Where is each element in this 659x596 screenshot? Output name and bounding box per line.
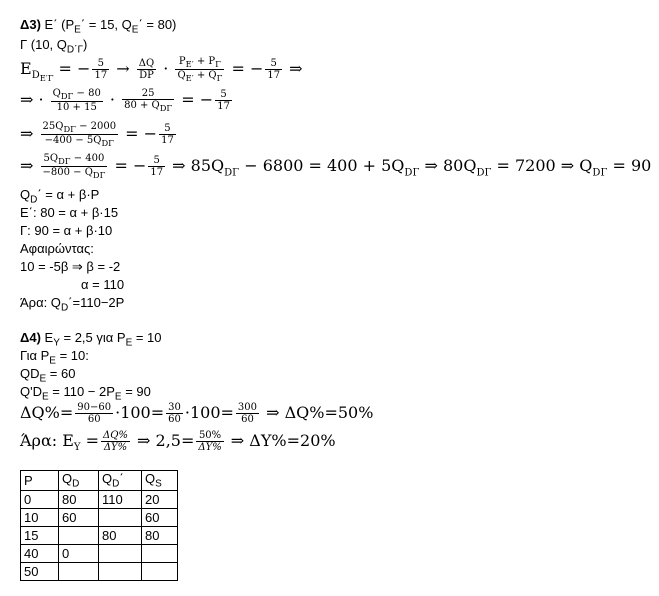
table-cell: 0 [21,490,59,508]
point-e-equation: Ε΄: 80 = α + β·15 [20,205,119,220]
d4-label: Δ4) [20,330,41,345]
table-row [21,490,178,508]
beta-result: 10 = -5β ⇒ β = -2 [20,259,121,274]
table-cell: 110 [99,490,142,508]
income-change: Άρα: $E_Y$ = $\frac{\Delta Q\%}{\Delta Y\%}$ ⇒ 2,5= $\frac{50\%}{\Delta Y\%}$ ⇒ ΔY%=20% [20,430,336,454]
table-cell [142,562,178,580]
table-cell: 80 [59,490,99,508]
point-gamma: Γ (10, $Q_{D΄\Gamma}$) [20,37,88,56]
data-table [20,470,178,581]
table-cell [99,562,142,580]
table-cell: 80 [99,526,142,544]
table-cell: 80 [142,526,178,544]
header-qd-prime: $Q_D΄$ [99,471,142,491]
header-qs: $Q_S$ [142,471,178,491]
d4-header-text: $E_Y = 2,5$ για $P_E = 10$ [44,330,162,349]
table-cell: 60 [59,508,99,526]
point-g-equation: Γ: 90 = α + β·10 [20,223,113,238]
d4-header [20,330,162,349]
table-cell: 20 [142,490,178,508]
d3-header-text: Ε΄ ($P_E΄ = 15$, $Q_E΄ = 80$) [44,17,177,36]
table-row [21,508,178,526]
qd-prime-value: $Q'D_E = 110 - 2P_E = 90$ [20,384,151,403]
for-price: Για $P_E = 10$: [20,348,89,367]
table-cell: 15 [21,526,59,544]
table-row [21,526,178,544]
table-cell [59,526,99,544]
subtracting-label: Αφαιρώντας: [20,241,94,256]
substitution-equation: ⇒ · $\frac{Q_{D\Gamma} - 80}{10 + 15}$ · $\frac{25}{80 + Q_{D\Gamma}}$ = − $\frac{5}{17}$ [20,88,230,114]
table-cell [59,562,99,580]
simplified-equation: ⇒ $\frac{25Q_{D\Gamma} - 2000}{-400 - 5Q_{D\Gamma}}$ = − $\frac{5}{17}$ [20,121,174,149]
table-cell: 0 [59,544,99,562]
table-header-row [21,471,178,491]
table-cell: 10 [21,508,59,526]
demand-function: $Q_D΄ = \alpha + \beta\cdot P$ [20,187,100,206]
solution-equation: ⇒ $\frac{5Q_{D\Gamma} - 400}{-800 - Q_{D\Gamma}}$ = − $\frac{5}{17}$ ⇒ $85Q_{D\Gamma} - 6800 = 400 + 5Q_{D\Gamma}$ ⇒ $80Q_{D\Gamma} = 7200$ ⇒ $Q_{D\Gamma} = 90$ [20,153,652,181]
table-cell [99,508,142,526]
final-demand: Άρα: $Q_D΄=110-2P$ [20,295,125,314]
quantity-change: ΔQ%= $\frac{90-60}{60}$ ·100= $\frac{30}{60}$ ·100= $\frac{300}{60}$ ⇒ ΔQ%=50% [20,402,374,425]
alpha-result: α = 110 [81,277,125,292]
qd-value: $QD_E = 60$ [20,366,76,385]
table-row [21,562,178,580]
d3-label: Δ3) [20,17,41,32]
d3-header [20,17,176,36]
header-p: P [21,471,59,491]
elasticity-equation: $E_{D_{E'\Gamma}}$ = − $\frac{5}{17}$ → $\frac{\Delta Q}{DP}$ · $\frac{P_{E'} + P_\Gamma}{Q_{E'} + Q_\Gamma}$ = − $\frac{5}{17}$ ⇒ [20,56,303,84]
table-row [21,544,178,562]
header-qd: $Q_D$ [59,471,99,491]
table-cell: 40 [21,544,59,562]
table-cell [142,544,178,562]
table-cell [99,544,142,562]
table-cell: 60 [142,508,178,526]
table-cell: 50 [21,562,59,580]
